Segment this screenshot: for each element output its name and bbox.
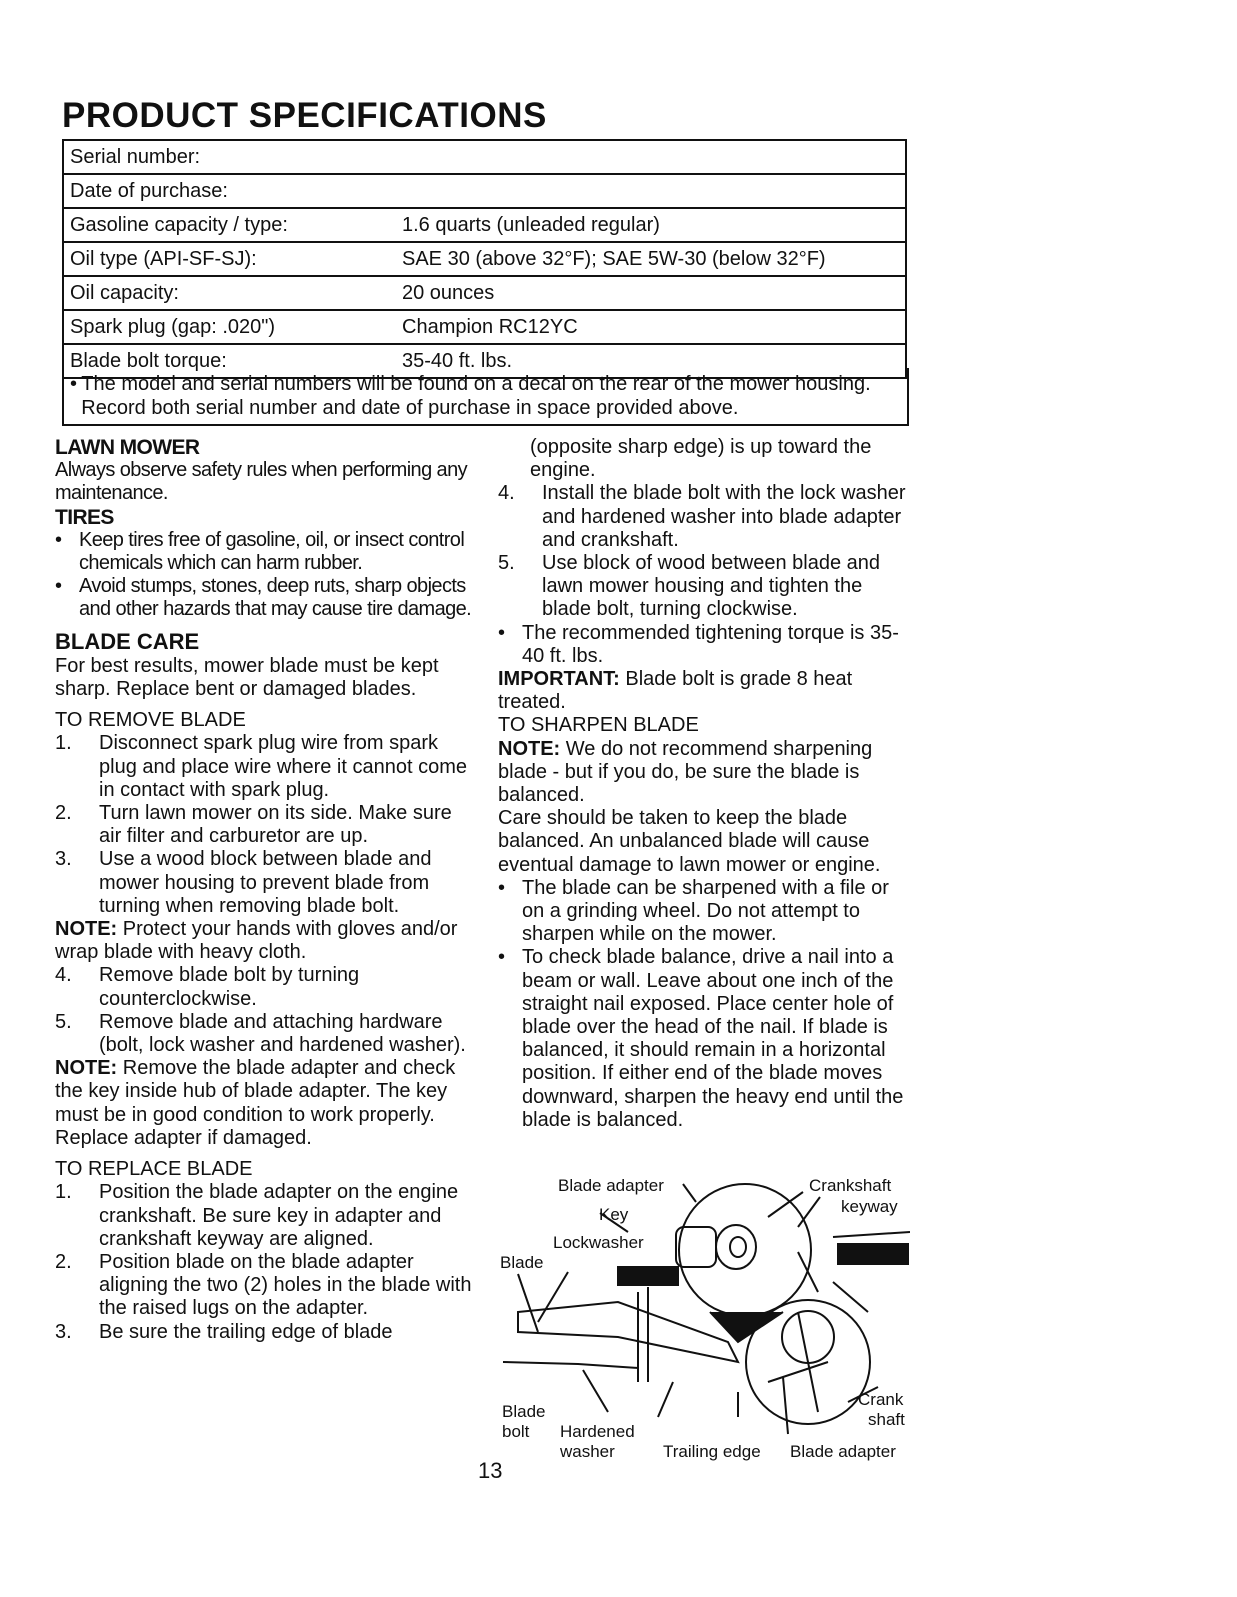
spec-note [62, 368, 909, 426]
list-item: 4. Remove blade bolt by turning counterclockwise. [55, 964, 360, 1010]
lawn-mower-heading: LAWN MOWER [55, 436, 200, 459]
tires-list [55, 529, 475, 622]
spec-label: Spark plug (gap: .020") [63, 310, 396, 344]
important-note: IMPORTANT: Blade bolt is grade 8 heat treated. [498, 668, 853, 714]
table-row [63, 208, 906, 242]
blade-care-heading: BLADE CARE [55, 628, 200, 654]
label-blade-adapter-bottom: Blade adapter [790, 1442, 896, 1461]
sharpen-list [498, 877, 908, 1132]
list-item: 1. Disconnect spark plug wire from spark plug and place wire where it cannot come in contact with spark plug. [55, 732, 467, 801]
spec-label: Blade bolt torque: [63, 344, 396, 378]
spec-label: Date of purchase: [63, 174, 396, 208]
spec-value: 20 ounces [396, 276, 906, 310]
spec-label: Gasoline capacity / type: [63, 208, 396, 242]
list-item: • To check blade balance, drive a nail into a beam or wall. Leave about one inch of the straight nail exposed. Place center hole of blade over the head of the nail. If blade is balanced, it should remain in a horizontal position. If either end of the blade moves downward, sharpen the heavy end until the blade is balanced. [498, 946, 904, 1131]
list-item: • Avoid stumps, stones, deep ruts, sharp objects and other hazards that may cause tire damage. [55, 575, 472, 621]
replace-steps [55, 1181, 475, 1343]
list-item: • Keep tires free of gasoline, oil, or insect control chemicals which can harm rubber. [55, 528, 465, 575]
table-row [63, 140, 906, 174]
lawn-mower-intro: Always observe safety rules when performing any maintenance. [55, 459, 468, 505]
list-item: 3. Use a wood block between blade and mower housing to prevent blade from turning when removing blade bolt. [55, 848, 432, 917]
specifications-table [62, 139, 907, 379]
table-row [63, 174, 906, 208]
bullet-icon: • [70, 373, 78, 395]
list-item: 2. Position blade on the blade adapter aligning the two (2) holes in the blade with the raised lugs on the adapter. [55, 1250, 472, 1320]
blade-assembly-diagram [498, 1172, 910, 1467]
list-item: 2. Turn lawn mower on its side. Make sure air filter and carburetor are up. [55, 802, 452, 848]
care-text: Care should be taken to keep the blade balanced. An unbalanced blade will cause eventual damage to lawn mower or engine. [498, 807, 881, 876]
label-blade-bolt-line2: bolt [502, 1422, 530, 1441]
sharpen-blade-heading: TO SHARPEN BLADE [498, 714, 699, 737]
spec-value: 1.6 quarts (unleaded regular) [396, 208, 906, 242]
note-gloves: NOTE: Protect your hands with gloves and/or wrap blade with heavy cloth. [55, 918, 458, 964]
spec-note-text: The model and serial numbers will be found on a decal on the rear of the mower housing. Record both serial number and date of purchase in space provided above. [81, 373, 871, 419]
page-number: 13 [478, 1458, 503, 1483]
list-item: • The blade can be sharpened with a file or on a grinding wheel. Do not attempt to sharpen while on the mower. [498, 876, 889, 946]
blade-care-intro: For best results, mower blade must be kept sharp. Replace bent or damaged blades. [55, 654, 439, 701]
label-blade: Blade [500, 1253, 544, 1272]
spec-value [396, 140, 906, 174]
spec-label: Serial number: [63, 140, 396, 174]
page-title: PRODUCT SPECIFICATIONS [62, 96, 547, 135]
label-blade-adapter-top: Blade adapter [558, 1176, 664, 1195]
replace-blade-heading: TO REPLACE BLADE [55, 1158, 253, 1181]
remove-steps-b [55, 964, 475, 1057]
list-item: 1. Position the blade adapter on the engine crankshaft. Be sure key in adapter and crankshaft keyway are aligned. [55, 1181, 459, 1250]
continued-text: (opposite sharp edge) is up toward the engine. [530, 436, 872, 482]
label-lockwasher: Lockwasher [553, 1233, 644, 1252]
spec-value: 35-40 ft. lbs. [396, 344, 906, 378]
spec-label: Oil capacity: [63, 276, 396, 310]
remove-blade-heading: TO REMOVE BLADE [55, 709, 246, 732]
list-item: 3. Be sure the trailing edge of blade [55, 1320, 393, 1343]
label-trailing-edge: Trailing edge [663, 1442, 761, 1461]
label-crank-shaft-line1: Crank [858, 1390, 904, 1409]
tires-heading: TIRES [55, 505, 114, 529]
table-row [63, 310, 906, 344]
table-row [63, 276, 906, 310]
spec-value [396, 174, 906, 208]
list-item: • The recommended tightening torque is 35-40 ft. lbs. [498, 621, 899, 667]
table-row [63, 242, 906, 276]
note-adapter: NOTE: Remove the blade adapter and check the key inside hub of blade adapter. The key must be in good condition to work properly. Replace adapter if damaged. [55, 1057, 456, 1149]
label-crank-shaft-line2: shaft [868, 1410, 905, 1429]
spec-value: SAE 30 (above 32°F); SAE 5W-30 (below 32°F) [396, 242, 906, 276]
torque-list [498, 622, 908, 668]
label-hardened-washer-line1: Hardened [560, 1422, 635, 1441]
label-hardened-washer-line2: washer [560, 1442, 615, 1461]
list-item: 5. Remove blade and attaching hardware (bolt, lock washer and hardened washer). [55, 1010, 466, 1057]
left-column [55, 436, 475, 1344]
label-crankshaft-keyway-line1: Crankshaft [809, 1176, 892, 1195]
list-item: 5. Use block of wood between blade and lawn mower housing and tighten the blade bolt, turning clockwise. [498, 552, 881, 621]
label-blade-bolt-line1: Blade [502, 1402, 546, 1421]
note-sharpen: NOTE: We do not recommend sharpening blade - but if you do, be sure the blade is balanced. [498, 737, 873, 807]
spec-label: Oil type (API-SF-SJ): [63, 242, 396, 276]
replace-steps-continued [498, 482, 908, 621]
list-item: 4. Install the blade bolt with the lock washer and hardened washer into blade adapter and crankshaft. [498, 482, 906, 551]
remove-steps-a [55, 732, 475, 918]
right-column [498, 436, 908, 1132]
spec-value: Champion RC12YC [396, 310, 906, 344]
label-crankshaft-keyway-line2: keyway [841, 1197, 898, 1216]
label-key: Key [599, 1205, 629, 1224]
